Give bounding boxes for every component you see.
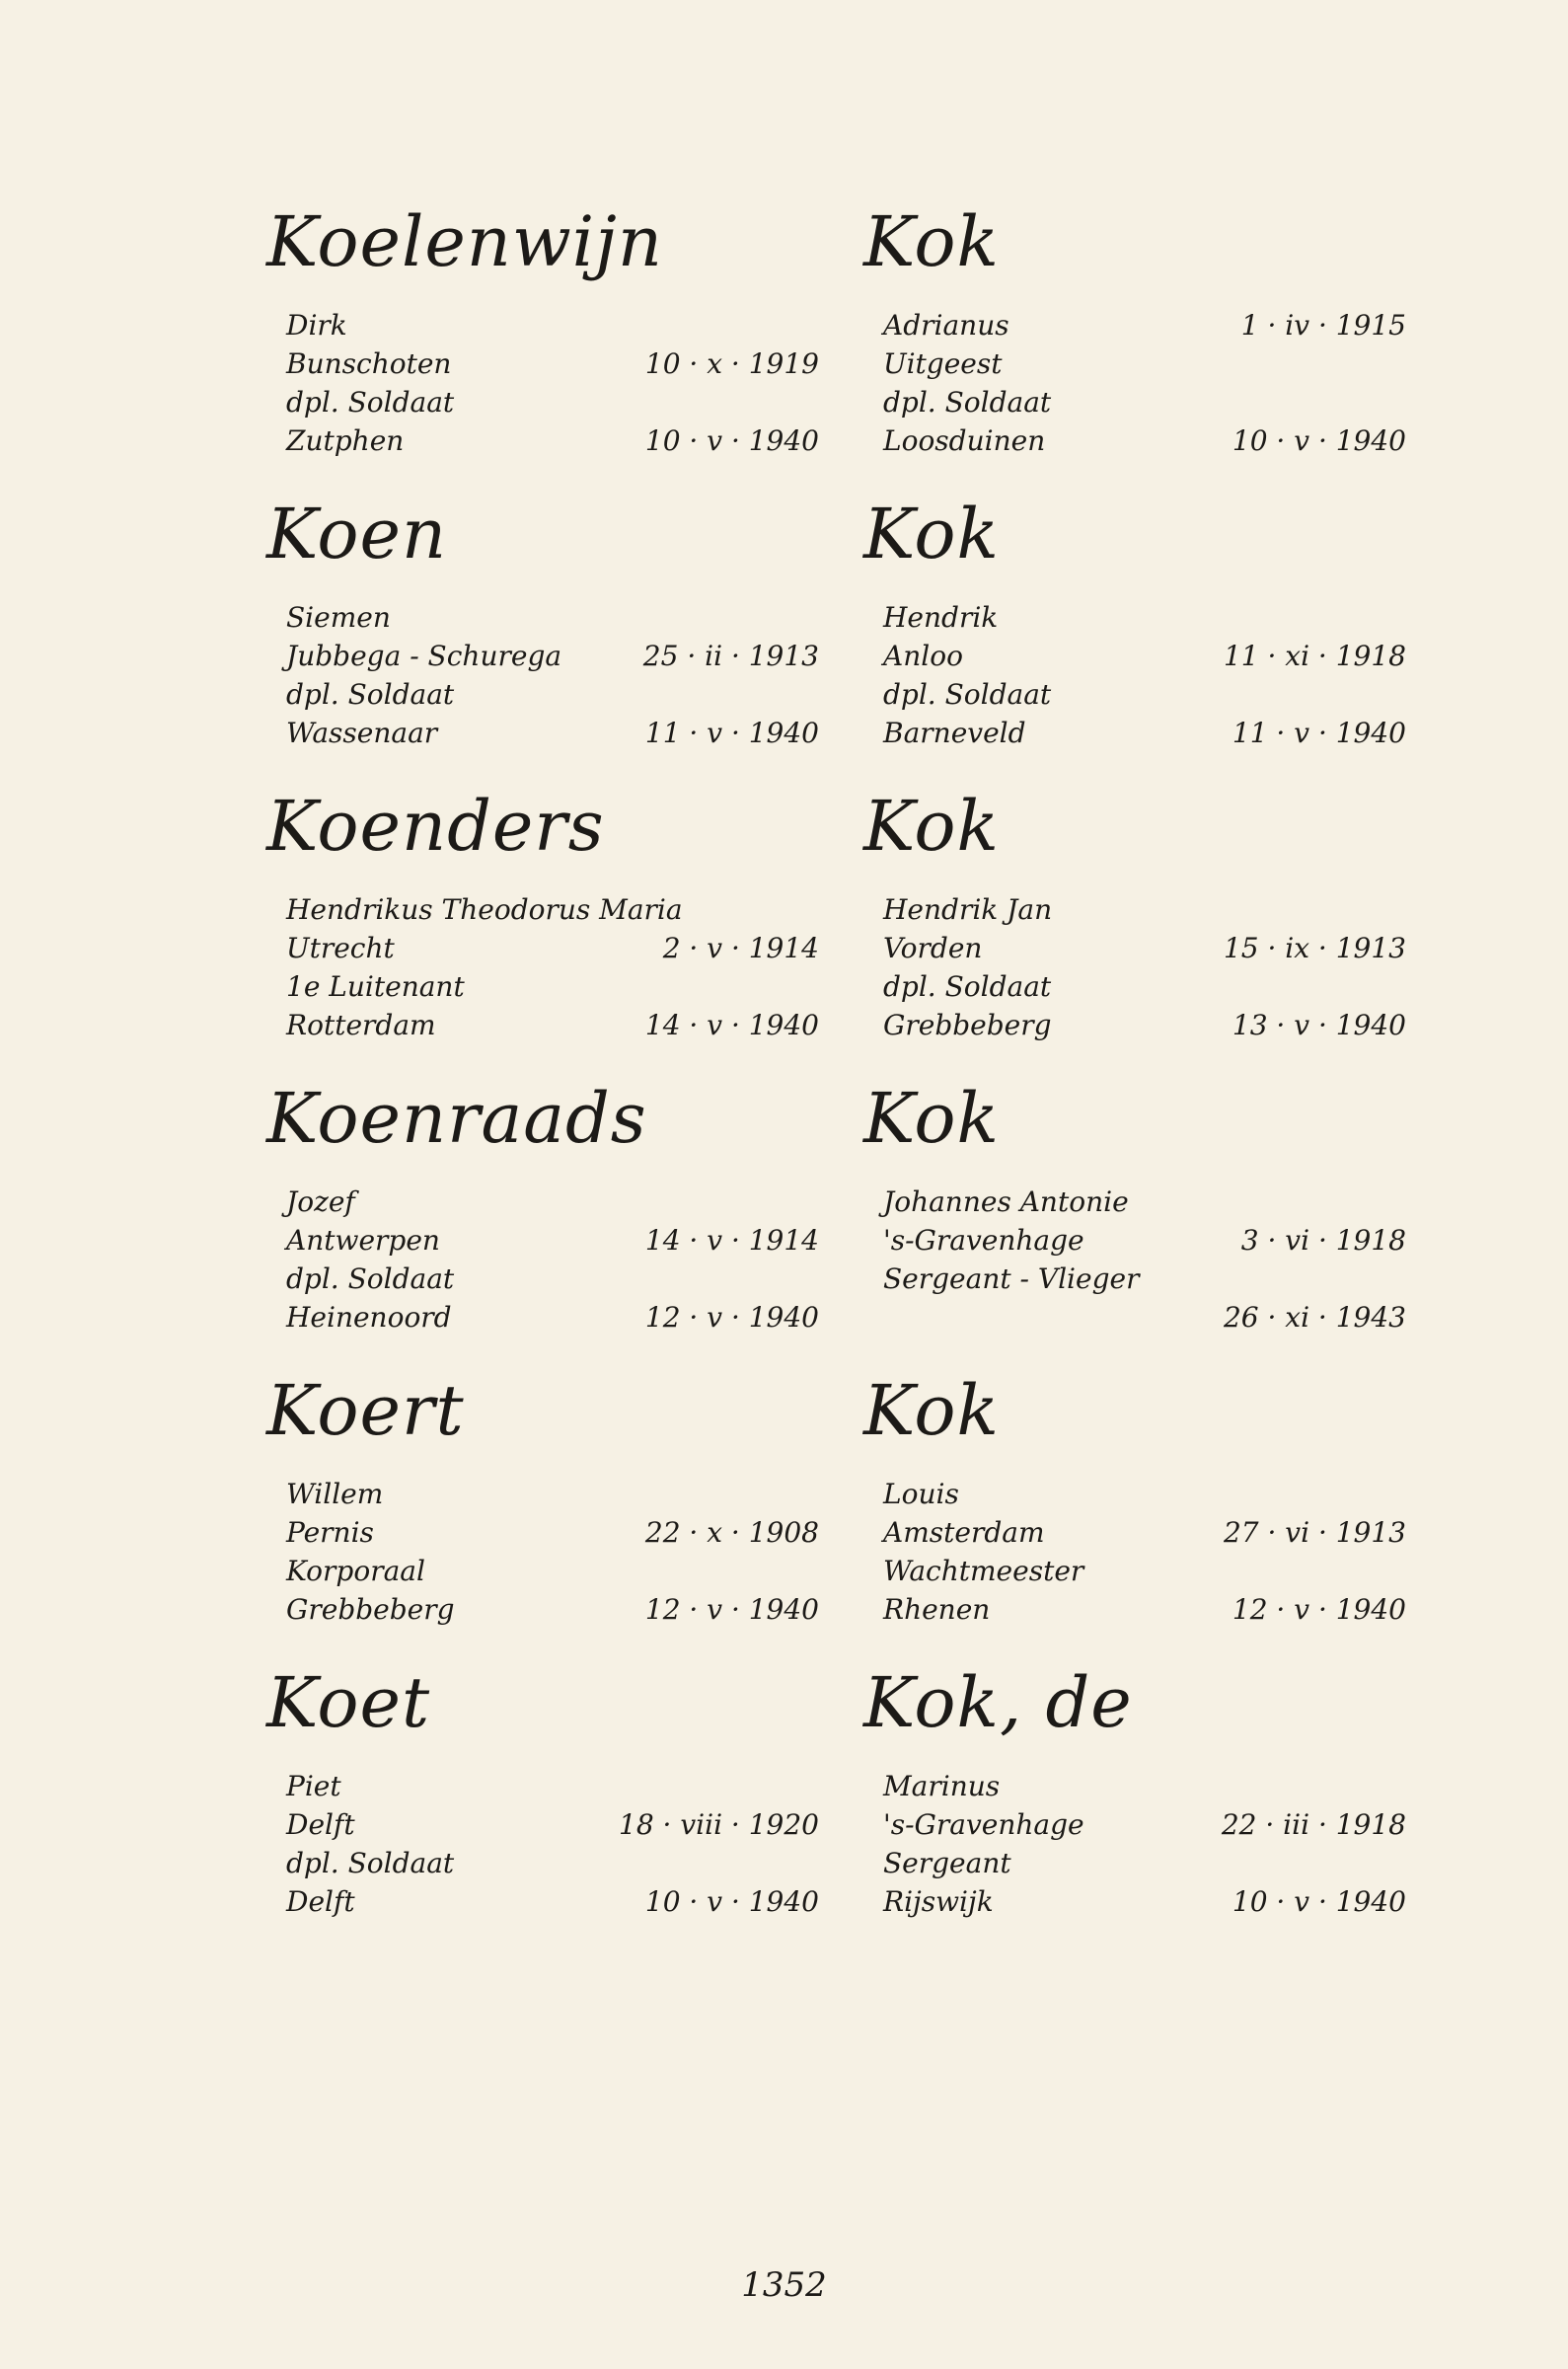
surname-heading: Koen (266, 494, 448, 574)
entry-date: 27 · vi · 1913 (1223, 1516, 1406, 1549)
entry-line (863, 598, 1406, 637)
surname-heading: Kok (863, 1370, 1000, 1451)
entry-text: Delft (286, 1808, 355, 1841)
entry-line (863, 306, 1406, 344)
page-number: 1352 (741, 2265, 827, 2305)
name-entry (863, 1074, 1406, 1366)
entry-text: Johannes Antonie (883, 1185, 1129, 1218)
entry-line (863, 675, 1406, 714)
entry-line (863, 1221, 1406, 1260)
surname-heading: Kok (863, 786, 1000, 867)
entry-line (863, 967, 1406, 1006)
surname-heading: Koet (266, 1662, 431, 1743)
entry-text: Siemen (286, 601, 391, 634)
entry-text: dpl. Soldaat (286, 386, 455, 419)
entry-line (266, 598, 819, 637)
entry-date: 12 · v · 1940 (644, 1593, 819, 1626)
entry-details (266, 1183, 819, 1337)
entry-text: Korporaal (286, 1555, 425, 1587)
entry-text: Willem (286, 1478, 384, 1510)
name-entry (266, 1074, 819, 1366)
name-entry (863, 1366, 1406, 1658)
entry-line (266, 890, 819, 929)
entry-text: Uitgeest (883, 347, 1003, 380)
entry-text: Zutphen (286, 424, 405, 457)
entry-details (863, 1183, 1406, 1337)
entry-date: 15 · ix · 1913 (1223, 932, 1406, 964)
entry-line (863, 1475, 1406, 1513)
entry-text: Rhenen (883, 1593, 991, 1626)
entry-line (266, 1805, 819, 1844)
entry-text: Grebbeberg (883, 1009, 1052, 1041)
entry-date: 10 · v · 1940 (1232, 1885, 1406, 1918)
name-entry (863, 197, 1406, 490)
entry-line (266, 1006, 819, 1044)
entry-text: Louis (883, 1478, 959, 1510)
surname-heading: Koert (266, 1370, 465, 1451)
entry-text: Hendrik (883, 601, 999, 634)
entry-date: 10 · v · 1940 (644, 424, 819, 457)
entry-text: Marinus (883, 1770, 1001, 1802)
entry-date: 14 · v · 1914 (644, 1224, 819, 1257)
entry-line (863, 1552, 1406, 1590)
entry-date: 10 · v · 1940 (644, 1885, 819, 1918)
entry-date: 22 · iii · 1918 (1221, 1808, 1406, 1841)
entry-line (266, 421, 819, 460)
left-column (266, 197, 819, 1950)
entry-line (266, 1844, 819, 1882)
entry-text: Vorden (883, 932, 983, 964)
entry-text: Antwerpen (286, 1224, 440, 1257)
name-entry (266, 197, 819, 490)
entry-text: Anloo (883, 640, 963, 672)
entry-line (266, 1183, 819, 1221)
entry-line (266, 344, 819, 383)
entry-line (863, 1298, 1406, 1337)
entry-text: Sergeant (883, 1847, 1011, 1879)
entry-text: Wassenaar (286, 717, 438, 749)
entry-details (266, 1475, 819, 1629)
entry-details (863, 306, 1406, 460)
entry-line (266, 675, 819, 714)
entry-date: 22 · x · 1908 (644, 1516, 819, 1549)
entry-line (863, 1882, 1406, 1921)
entry-details (266, 306, 819, 460)
surname-heading: Kok (863, 1078, 1000, 1159)
entry-text: Hendrik Jan (883, 893, 1053, 926)
name-entry (266, 1658, 819, 1950)
entry-details (863, 890, 1406, 1044)
entry-line (863, 383, 1406, 421)
entry-line (266, 1221, 819, 1260)
entry-line (863, 1006, 1406, 1044)
entry-line (863, 637, 1406, 675)
entry-line (266, 929, 819, 967)
entry-text: dpl. Soldaat (883, 678, 1052, 711)
entry-text: 1e Luitenant (286, 970, 465, 1003)
surname-heading: Koenders (266, 786, 605, 867)
surname-heading: Kok, de (863, 1662, 1133, 1743)
entry-date: 12 · v · 1940 (644, 1301, 819, 1334)
entry-text: Grebbeberg (286, 1593, 455, 1626)
entry-date: 3 · vi · 1918 (1240, 1224, 1406, 1257)
entry-date: 12 · v · 1940 (1232, 1593, 1406, 1626)
entry-line (266, 1475, 819, 1513)
entry-line (863, 1767, 1406, 1805)
entry-line (863, 1590, 1406, 1629)
entry-line (266, 714, 819, 752)
entry-line (863, 890, 1406, 929)
surname-heading: Koelenwijn (266, 201, 663, 282)
entry-line (266, 383, 819, 421)
entry-details (266, 890, 819, 1044)
entry-line (266, 1767, 819, 1805)
entry-date: 26 · xi · 1943 (1223, 1301, 1406, 1334)
entry-line (863, 1260, 1406, 1298)
entry-details (863, 1475, 1406, 1629)
entry-details (266, 598, 819, 752)
entry-text: Amsterdam (883, 1516, 1045, 1549)
entry-text: dpl. Soldaat (883, 386, 1052, 419)
entry-text: dpl. Soldaat (286, 678, 455, 711)
entry-text: Pernis (286, 1516, 374, 1549)
entry-line (863, 1844, 1406, 1882)
entry-date: 10 · v · 1940 (1232, 424, 1406, 457)
entry-text: Loosduinen (883, 424, 1046, 457)
entry-date: 14 · v · 1940 (644, 1009, 819, 1041)
entry-line (266, 637, 819, 675)
name-entry (863, 782, 1406, 1074)
entry-line (266, 1298, 819, 1337)
entry-date: 11 · v · 1940 (644, 717, 819, 749)
entry-date: 10 · x · 1919 (644, 347, 819, 380)
entry-text: Sergeant - Vlieger (883, 1262, 1140, 1295)
entry-line (863, 1183, 1406, 1221)
entry-date: 25 · ii · 1913 (642, 640, 819, 672)
entry-line (863, 1805, 1406, 1844)
entry-line (266, 1260, 819, 1298)
entry-line (863, 714, 1406, 752)
entry-text: Heinenoord (286, 1301, 452, 1334)
entry-text: Delft (286, 1885, 355, 1918)
entry-text: Adrianus (883, 309, 1009, 342)
entry-text: Jubbega - Schurega (286, 640, 562, 672)
entry-text: Wachtmeester (883, 1555, 1084, 1587)
entry-date: 11 · v · 1940 (1232, 717, 1406, 749)
entry-text: Jozef (286, 1185, 355, 1218)
entry-details (863, 1767, 1406, 1921)
entry-line (863, 421, 1406, 460)
entry-line (266, 1882, 819, 1921)
entry-line (266, 306, 819, 344)
entry-line (266, 1590, 819, 1629)
surname-heading: Koenraads (266, 1078, 647, 1159)
entry-details (863, 598, 1406, 752)
entry-line (863, 1513, 1406, 1552)
entry-text: 's-Gravenhage (883, 1808, 1084, 1841)
entry-text: dpl. Soldaat (286, 1262, 455, 1295)
entry-line (266, 1552, 819, 1590)
surname-heading: Kok (863, 201, 1000, 282)
entry-text: 's-Gravenhage (883, 1224, 1084, 1257)
entry-line (266, 967, 819, 1006)
entry-text: Rotterdam (286, 1009, 436, 1041)
entry-text: dpl. Soldaat (883, 970, 1052, 1003)
entry-text: Utrecht (286, 932, 395, 964)
entry-date: 11 · xi · 1918 (1223, 640, 1406, 672)
name-entry (863, 1658, 1406, 1950)
entry-date: 1 · iv · 1915 (1240, 309, 1406, 342)
entry-text: Dirk (286, 309, 347, 342)
entry-text: Bunschoten (286, 347, 452, 380)
name-entry (266, 490, 819, 782)
entry-text: Hendrikus Theodorus Maria (286, 893, 683, 926)
entry-text: dpl. Soldaat (286, 1847, 455, 1879)
entry-text: Piet (286, 1770, 341, 1802)
entry-date: 13 · v · 1940 (1232, 1009, 1406, 1041)
entry-date: 2 · v · 1914 (662, 932, 819, 964)
entry-line (266, 1513, 819, 1552)
entry-details (266, 1767, 819, 1921)
entry-text: Rijswijk (883, 1885, 994, 1918)
entry-line (863, 929, 1406, 967)
entry-date: 18 · viii · 1920 (619, 1808, 819, 1841)
name-entry (266, 1366, 819, 1658)
surname-heading: Kok (863, 494, 1000, 574)
right-column (863, 197, 1406, 1950)
name-entry (266, 782, 819, 1074)
name-entry (863, 490, 1406, 782)
entry-text: Barneveld (883, 717, 1026, 749)
entry-line (863, 344, 1406, 383)
